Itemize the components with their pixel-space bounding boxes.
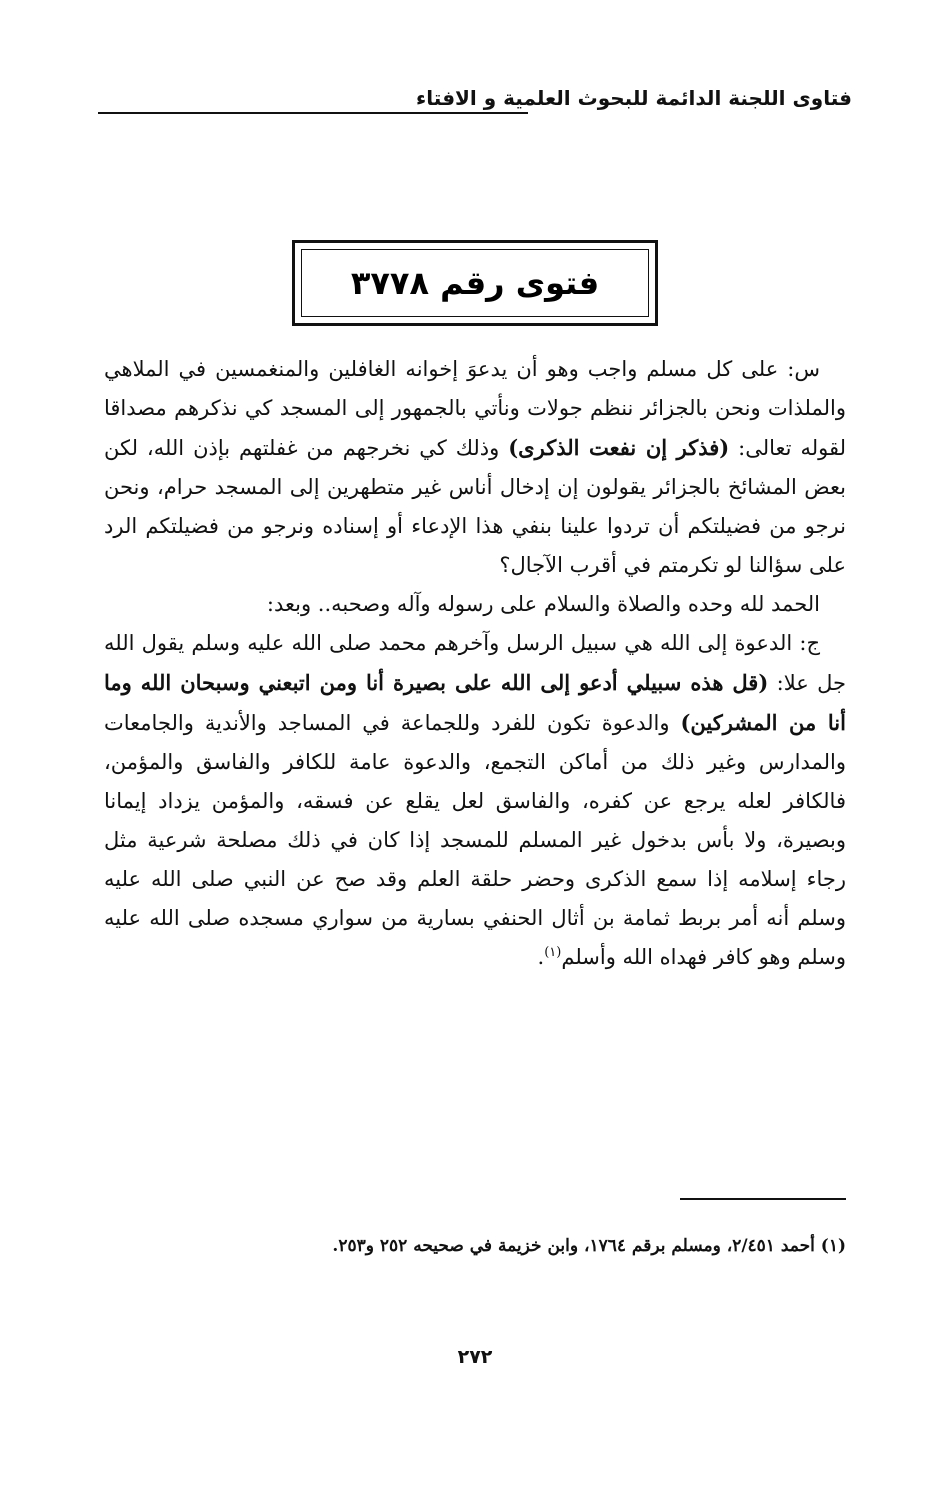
answer-text-after: والدعوة تكون للفرد وللجماعة في المساجد والأندية والجامعات والمدارس وغير ذلك من أماكن التجمع، والدعوة عامة للكافر والفاسق والمؤمن، فالكافر لعله يرجع عن كفره، والفاسق لعل يقلع عن فسقه، والمؤمن يزداد إيمانا وبصيرة، ولا بأس بدخول غير المسلم للمسجد إذا كان في ذلك مصلحة شرعية مثل رجاء إسلامه إذا سمع الذكرى وحضر حلقة العلم وقد صح عن النبي صلى الله عليه وسلم أنه أمر بربط ثمامة بن أثال الحنفي بسارية من سواري مسجده صلى الله عليه وسلم وهو كافر فهداه الله وأسلم [104, 711, 846, 969]
fatwa-title-box [292, 240, 658, 326]
fatwa-title: فتوى رقم ٣٧٧٨ [350, 264, 600, 302]
footnote: (١) أحمد ٢/٤٥١، ومسلم برقم ١٧٦٤، وابن خزيمة في صحيحه ٢٥٢ و٢٥٣. [332, 1236, 846, 1256]
page-number: ٢٧٢ [457, 1346, 493, 1368]
body-text [104, 350, 846, 977]
running-header: فتاوى اللجنة الدائمة للبحوث العلمية و الافتاء [416, 86, 852, 110]
praise-paragraph [104, 585, 846, 624]
answer-text: ج: الدعوة إلى الله هي سبيل الرسل وآخرهم محمد صلى الله عليه وسلم يقول الله جل علا: [104, 631, 846, 695]
question-text-after: وذلك كي نخرجهم من غفلتهم بإذن الله، لكن بعض المشائخ بالجزائر يقولون إن إدخال أناس غير متطهرين إلى المسجد حرام، ونحن نرجو من فضيلتكم أن تردوا علينا بنفي هذا الإدعاء أو إسناده ونرجو من فضيلتكم الرد على سؤالنا لو تكرمتم في أقرب الآجال؟ [104, 436, 846, 577]
question-text: س: على كل مسلم واجب وهو أن يدعوَ إخوانه الغافلين والمنغمسين في الملاهي والملذات ونحن بالجزائر ننظم جولات ونأتي بالجمهور إلى المسجد كي نذكرهم مصداقا لقوله تعالى: [104, 357, 846, 460]
answer-paragraph [104, 624, 846, 977]
praise-text: الحمد لله وحده والصلاة والسلام على رسوله وآله وصحبه.. وبعد: [266, 592, 820, 616]
question-quran-quote: (فذكر إن نفعت الذكرى) [508, 435, 730, 460]
footnote-reference: (١) [544, 945, 562, 960]
header-rule [98, 112, 528, 114]
answer-end: . [537, 945, 545, 969]
fatwa-title-box-inner [301, 249, 649, 317]
footnote-rule [680, 1198, 846, 1200]
answer-quran-quote: (قل هذه سبيلي أدعو إلى الله على بصيرة أنا ومن اتبعني وسبحان الله وما أنا من المشركين) [104, 670, 846, 735]
question-paragraph [104, 350, 846, 585]
